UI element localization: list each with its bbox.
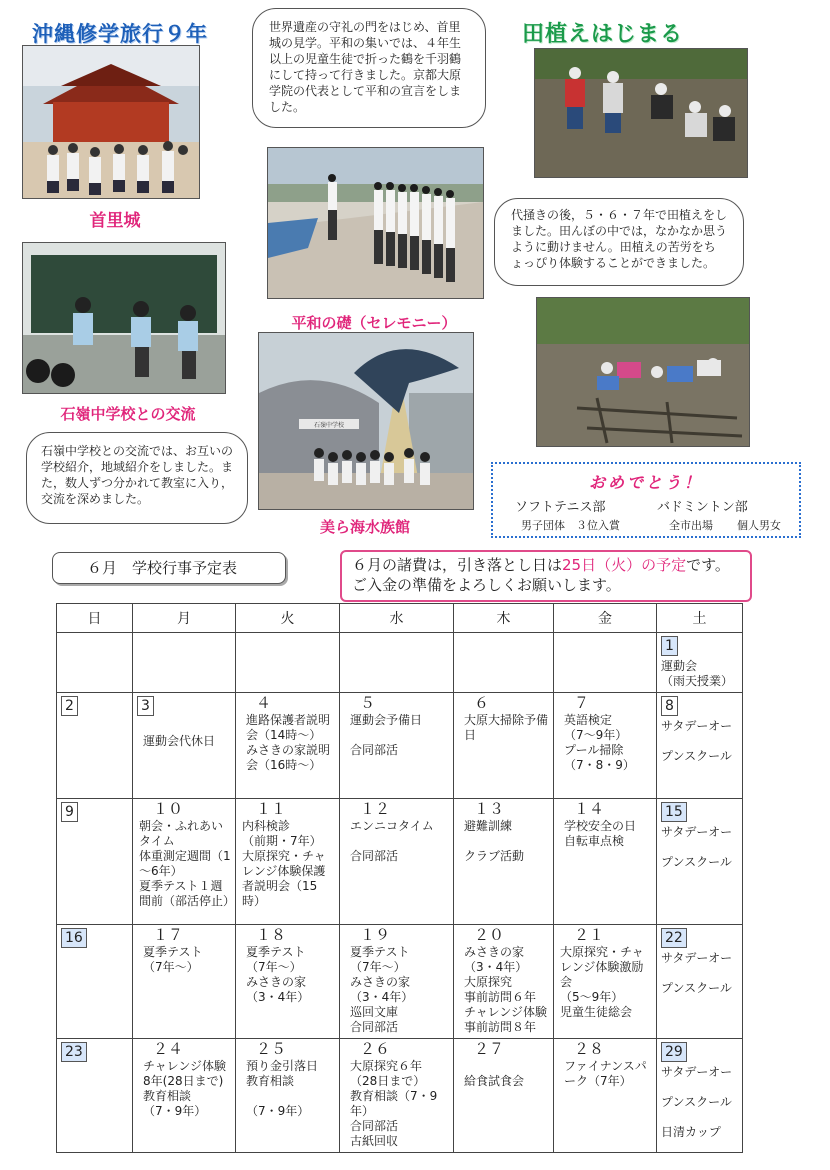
day-number: ２６ — [360, 1040, 391, 1058]
day-events: 学校安全の日 自転車点検 — [564, 819, 637, 848]
day-number: １７ — [153, 926, 184, 944]
notice-post: です。 — [686, 556, 730, 574]
day-cell — [236, 925, 340, 1039]
day-number: １９ — [360, 926, 391, 944]
day-number: ２０ — [474, 926, 505, 944]
rice-planting-photo-1 — [534, 48, 748, 178]
day-cell — [236, 1039, 340, 1153]
day-number: ２１ — [574, 926, 605, 944]
day-events: 大原探究・チャレンジ体験激励会 （5～9年） 児童生徒総会 — [560, 945, 644, 1019]
day-events: 大原探究６年 （28日まで） 教育相談（7・9年） 合同部活 古紙回収 — [350, 1059, 438, 1148]
day-cell — [554, 693, 657, 799]
day-number: ４ — [256, 694, 272, 712]
shuri-caption: 首里城 — [89, 211, 141, 231]
notice-pre: ６月の諸費は，引き落とし日は — [352, 556, 563, 574]
day-number: ７ — [574, 694, 590, 712]
day-number: ２５ — [256, 1040, 287, 1058]
shuri-castle-photo — [22, 45, 200, 199]
day-cell — [554, 1039, 657, 1153]
header-mon: 月 — [133, 604, 236, 633]
exchange-bubble — [26, 432, 248, 524]
day-cell — [657, 1039, 743, 1153]
exchange-text: 石嶺中学校との交流では、お互いの学校紹介，地域紹介をしました。また，数人ずつ分かれて教室に入り，交流を深めました。 — [41, 444, 234, 506]
day-number: ５ — [360, 694, 376, 712]
day-number: 2 — [61, 696, 78, 716]
notice-line2: ご入金の準備をよろしくお願いします。 — [352, 576, 621, 594]
day-events: チャレンジ体験 8年(28日まで) 教育相談 （7・9年） — [143, 1059, 227, 1118]
day-cell — [340, 1039, 454, 1153]
day-cell — [133, 1039, 236, 1153]
day-number: 8 — [661, 696, 678, 716]
day-cell — [454, 633, 554, 693]
day-number: ２８ — [574, 1040, 605, 1058]
aquarium-sign: 石嶺中学校 — [313, 422, 345, 429]
day-cell — [657, 799, 743, 925]
congrats-heading: おめでとう！ — [588, 473, 703, 492]
day-cell — [133, 799, 236, 925]
fee-notice — [340, 550, 752, 602]
day-cell — [57, 693, 133, 799]
day-number: ２４ — [153, 1040, 184, 1058]
day-number: １２ — [360, 800, 391, 818]
day-cell — [340, 925, 454, 1039]
classroom-photo — [22, 242, 226, 394]
day-events: ファイナンスパーク（7年） — [564, 1059, 647, 1088]
day-events: サタデーオー プンスクール — [661, 719, 733, 763]
day-number: １４ — [574, 800, 605, 818]
day-events: 夏季テスト （7年～） みさきの家 （3・4年） — [246, 945, 310, 1004]
peace-caption: 平和の礎（セレモニー） — [291, 314, 457, 332]
day-cell — [454, 925, 554, 1039]
day-cell — [554, 925, 657, 1039]
day-number: 23 — [61, 1042, 87, 1062]
day-cell — [236, 693, 340, 799]
okinawa-title: 沖縄修学旅行９年 — [32, 22, 208, 46]
club-badminton: バドミントン部 — [657, 500, 748, 515]
trip-bubble — [252, 8, 486, 128]
result-softtennis: 男子団体 ３位入賞 — [521, 519, 620, 532]
day-events: サタデーオー プンスクール 日清カップ — [661, 1065, 733, 1139]
result-badminton-1: 全市出場 — [669, 519, 713, 532]
day-number: １８ — [256, 926, 287, 944]
day-number: 22 — [661, 928, 687, 948]
rice-planting-photo-2 — [536, 297, 750, 447]
day-cell — [454, 693, 554, 799]
day-events: 大原大掃除予備日 — [464, 713, 549, 742]
rice-bubble — [494, 198, 744, 286]
day-cell — [57, 925, 133, 1039]
day-number: 9 — [61, 802, 78, 822]
day-cell — [236, 799, 340, 925]
day-events: 預り金引落日 教育相談 （7・9年） — [246, 1059, 319, 1118]
rice-title: 田植えはじまる — [522, 22, 684, 47]
schedule-title: ６月 学校行事予定表 — [52, 552, 286, 584]
day-number: 3 — [137, 696, 154, 716]
header-sat: 土 — [657, 604, 743, 633]
day-events: 進路保護者説明会（14時～） みさきの家説明会（16時～） — [246, 713, 331, 772]
day-cell — [57, 633, 133, 693]
day-cell — [340, 693, 454, 799]
aquarium-caption: 美ら海水族館 — [319, 518, 410, 536]
day-events: 給食試食会 — [464, 1074, 525, 1088]
day-cell — [57, 1039, 133, 1153]
day-events: サタデーオー プンスクール — [661, 825, 733, 869]
day-number: １３ — [474, 800, 505, 818]
day-cell — [340, 633, 454, 693]
header-thu: 木 — [454, 604, 554, 633]
day-cell — [133, 925, 236, 1039]
day-cell — [657, 925, 743, 1039]
day-cell — [657, 633, 743, 693]
congrats-box — [491, 462, 801, 538]
day-number: 16 — [61, 928, 87, 948]
header-wed: 水 — [340, 604, 454, 633]
day-number: 29 — [661, 1042, 687, 1062]
day-events: みさきの家 （3・4年） 大原探究 事前訪問６年 チャレンジ体験 事前訪問８年 — [464, 945, 548, 1034]
day-events: 英語検定 （7～9年） プール掃除（7・8・9） — [564, 713, 635, 772]
day-events: 夏季テスト （7年～） みさきの家 （3・4年） 巡回文庫 合同部活 — [350, 945, 414, 1034]
day-number: ２７ — [474, 1040, 505, 1058]
club-softtennis: ソフトテニス部 — [515, 500, 606, 515]
header-fri: 金 — [554, 604, 657, 633]
day-events: 内科検診 （前期・7年） 大原探究・チャレンジ体験保護者説明会（15時） — [242, 819, 326, 908]
day-cell — [133, 693, 236, 799]
schedule-calendar — [56, 603, 743, 1153]
day-number: ６ — [474, 694, 490, 712]
trip-text: 世界遺産の守礼の門をはじめ、首里城の見学。平和の集いでは、４年生以上の児童生徒で折った鶴を千羽鶴にして持って行きました。京都大原学院の代表として平和の宣言をしました。 — [269, 20, 462, 114]
day-number: １１ — [256, 800, 287, 818]
result-badminton-2: 個人男女 — [737, 519, 781, 532]
day-number: １０ — [153, 800, 184, 818]
day-events: 運動会予備日 合同部活 — [350, 713, 423, 757]
day-cell — [454, 1039, 554, 1153]
peace-ceremony-photo — [267, 147, 484, 299]
day-cell — [340, 799, 454, 925]
header-sun: 日 — [57, 604, 133, 633]
day-cell — [133, 633, 236, 693]
day-events: サタデーオー プンスクール — [661, 951, 733, 995]
day-events: 朝会・ふれあいタイム 体重測定週間（1～6年） 夏季テスト１週間前（部活停止） — [139, 819, 236, 908]
day-cell — [236, 633, 340, 693]
aquarium-photo — [258, 332, 474, 510]
day-cell — [657, 693, 743, 799]
day-cell — [57, 799, 133, 925]
day-events: 避難訓練 クラブ活動 — [464, 819, 525, 863]
notice-date: 25日（火）の予定 — [562, 556, 687, 574]
day-cell — [454, 799, 554, 925]
day-events: 夏季テスト （7年～） — [143, 945, 203, 974]
rice-text: 代掻きの後，５・６・７年で田植えをしました。田んぼの中では，なかなか思うように動けません。田植えの苦労をちょっぴり体験することができました。 — [511, 208, 728, 270]
ishigaki-caption: 石嶺中学校との交流 — [60, 405, 196, 423]
day-number: 1 — [661, 636, 678, 656]
day-events: エンニコタイム 合同部活 — [350, 819, 434, 863]
header-tue: 火 — [236, 604, 340, 633]
day-events: 運動会代休日 — [143, 734, 216, 748]
day-events: 運動会 （雨天授業） — [661, 659, 734, 688]
day-cell — [554, 633, 657, 693]
day-number: 15 — [661, 802, 687, 822]
day-cell — [554, 799, 657, 925]
